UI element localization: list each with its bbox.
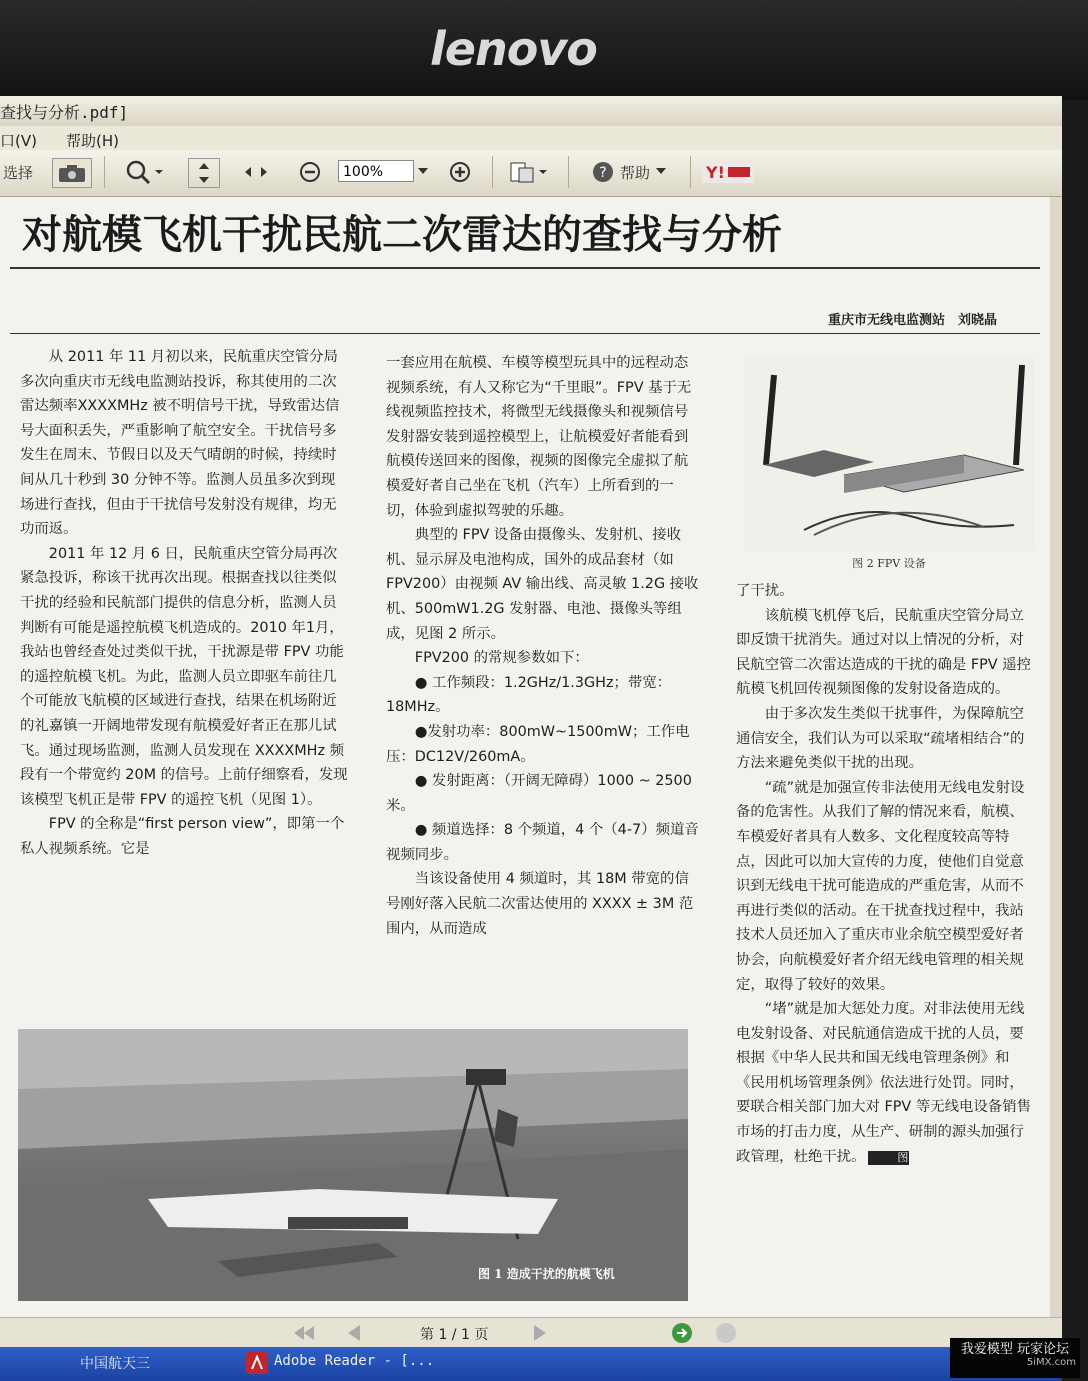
- forum-watermark: [950, 1338, 1080, 1378]
- paragraph: FPV200 的常规参数如下：: [414, 650, 589, 667]
- zoom-out-button[interactable]: [296, 158, 324, 186]
- chevron-down-icon: [656, 168, 668, 176]
- paragraph: 典型的 FPV 设备由摄像头、发射机、接收机、显示屏及电池构成，国外的成品套材（如 FPV200）由视频 AV 输出线、高灵敏 1.2G 接收机、500mW1.2G 发射器、电池、摄像头等组成，见图 2 所示。: [386, 527, 699, 642]
- adobe-reader-icon: [246, 1352, 268, 1374]
- menu-item-view[interactable]: 口(V): [0, 132, 37, 150]
- svg-text:?: ?: [599, 165, 607, 181]
- plus-circle-icon: [449, 161, 471, 183]
- zoom-level-input[interactable]: 100%: [338, 160, 414, 182]
- document-area: [0, 197, 1062, 1317]
- article-column-3: [736, 579, 1036, 1299]
- model-plane-photo: [18, 1029, 688, 1301]
- paragraph-text: “堵”就是加大惩处力度。对非法使用无线电发射设备、对民航通信造成干扰的人员，要根据《中华人民共和国无线电管理条例》和《民用机场管理条例》依法进行处罚。同时，要联合相关部门加大对 FPV 等无线电设备销售市场的打击力度，从生产、研制的源头加强行政管理，杜绝干扰。: [736, 1001, 1031, 1165]
- taskbar: [0, 1347, 1062, 1381]
- fit-width-button[interactable]: [240, 158, 272, 186]
- spec-item: ●发射功率：800mW~1500mW；工作电压：DC12V/260mA。: [386, 723, 690, 765]
- status-bar: [0, 1317, 1062, 1348]
- paragraph: [736, 997, 1036, 1169]
- menu-bar: [0, 126, 1062, 150]
- yahoo-toolbar-button[interactable]: [700, 158, 756, 186]
- toolbar: [0, 150, 1062, 197]
- article-byline: 重庆市无线电监测站 刘晓晶: [828, 313, 998, 328]
- paragraph: 一套应用在航模、车模等模型玩具中的远程动态视频系统，有人又称它为“千里眼”。FPV 基于无线视频监控技术，将微型无线摄像头和视频信号发射器安装到遥控模型上，让航模爱好者能看到航模传送回来的图像，视频的图像完全虚拟了航模爱好者自己坐在飞机（汽车）上所看到的一切，体验到虚拟驾驶的乐趣。: [386, 355, 692, 519]
- fpv-device-photo: [744, 355, 1034, 551]
- taskbar-item-adobe-reader[interactable]: Adobe Reader - [...: [274, 1353, 435, 1369]
- yahoo-logo-icon: [702, 161, 754, 183]
- figure-1-caption: 图 1 造成干扰的航模飞机: [478, 1267, 615, 1281]
- go-forward-icon[interactable]: [670, 1321, 694, 1345]
- select-tool-label: 选择: [2, 163, 33, 182]
- figure-2: [744, 355, 1034, 575]
- page-indicator[interactable]: 第 1 / 1 页: [420, 1327, 489, 1343]
- fit-page-icon: [196, 162, 212, 184]
- page-layout-icon: [509, 160, 549, 184]
- toolbar-separator: [492, 156, 493, 188]
- zoom-in-button[interactable]: [446, 158, 474, 186]
- page-layout-button[interactable]: [506, 158, 552, 186]
- spec-item: ● 工作频段：1.2GHz/1.3GHz；带宽：18MHz。: [386, 674, 672, 716]
- help-icon: [592, 161, 614, 183]
- spec-item: ● 频道选择：8 个频道，4 个（4-7）频道音视频同步。: [386, 822, 699, 863]
- monitor-bezel: [0, 0, 1088, 100]
- minus-circle-icon: [299, 161, 321, 183]
- fit-page-button[interactable]: [188, 158, 220, 188]
- help-label: 帮助: [619, 163, 650, 182]
- article-title: 对航模飞机干扰民航二次雷达的查找与分析: [22, 212, 782, 258]
- menu-item-help[interactable]: 帮助(H): [66, 132, 119, 150]
- paragraph: “疏”就是加强宣传非法使用无线电发射设备的危害性。从我们了解的情况来看，航模、车模爱好者具有人数多、文化程度较高等特点，因此可以加大宣传的力度，使他们自觉意识到无线电干扰可能造成的严重危害，从而不再进行类似的活动。在干扰查找过程中，我站技术人员还加入了重庆市业余航空模型爱好者协会，向航模爱好者介绍无线电管理的相关规定，取得了较好的效果。: [736, 779, 1025, 993]
- help-menu-button[interactable]: [582, 158, 678, 186]
- article-column-2: [386, 351, 700, 1031]
- window-titlebar: [0, 96, 1062, 127]
- paragraph: 了干扰。: [736, 583, 794, 599]
- go-back-icon[interactable]: [714, 1321, 738, 1345]
- figure-2-caption: 图 2 FPV 设备: [852, 557, 926, 570]
- zoom-in-tool-button[interactable]: [118, 158, 170, 186]
- end-mark: 图: [868, 1151, 910, 1165]
- camera-icon: [57, 163, 87, 183]
- byline-rule: [10, 333, 1040, 334]
- previous-page-icon[interactable]: [340, 1323, 380, 1343]
- next-page-icon[interactable]: [530, 1323, 554, 1343]
- first-page-icon[interactable]: [290, 1323, 330, 1343]
- magnifier-icon: [124, 160, 164, 184]
- paragraph: FPV 的全称是“first person view”，即第一个私人视频系统。它是: [20, 816, 345, 857]
- paragraph: 当该设备使用 4 频道时，其 18M 带宽的信号刚好落入民航二次雷达使用的 XXXX ± 3M 范围内，从而造成: [386, 871, 694, 937]
- monitor-brand-logo: lenovo: [430, 22, 597, 76]
- article-column-1: [20, 345, 348, 1035]
- snapshot-tool-button[interactable]: [52, 158, 92, 188]
- figure-1: [18, 1029, 688, 1301]
- toolbar-separator: [568, 156, 569, 188]
- toolbar-separator: [690, 156, 691, 188]
- fit-width-icon: [244, 164, 268, 180]
- svg-text:Y!: Y!: [706, 163, 725, 182]
- toolbar-separator: [104, 156, 105, 188]
- pdf-page: [0, 197, 1050, 1317]
- zoom-dropdown-button[interactable]: [416, 158, 430, 186]
- watermark-line-2: 5iMX.com: [1026, 1357, 1076, 1368]
- taskbar-item-1[interactable]: 中国航天三: [80, 1356, 150, 1372]
- title-rule: [10, 267, 1040, 269]
- paragraph: 该航模飞机停飞后，民航重庆空管分局立即反馈干扰消失。通过对以上情况的分析，对民航空管二次雷达造成的干扰的确是 FPV 遥控航模飞机回传视频图像的发射设备造成的。: [736, 607, 1031, 698]
- screen: [0, 96, 1062, 1381]
- select-tool-button[interactable]: [0, 158, 36, 186]
- paragraph: 由于多次发生类似干扰事件，为保障航空通信安全，我们认为可以采取“疏堵相结合”的方法来避免类似干扰的出现。: [736, 705, 1025, 772]
- paragraph: 2011 年 12 月 6 日，民航重庆空管分局再次紧急投诉，称该干扰再次出现。根据查找以往类似干扰的经验和民航部门提供的信息分析，监测人员判断有可能是遥控航模飞机造成的。2010 年1月，我站也曾经查处过类似干扰，干扰源是带 FPV 功能的遥控航模飞机。为此，监测人员立即驱车前往几个可能放飞航模的区域进行查找，结果在机场附近的礼嘉镇一开阔地带发现有航模爱好者正在那儿试飞。通过现场监测，监测人员发现在 XXXXMHz 频段有一个带宽约 20M 的信号。上前仔细察看，发现该模型飞机正是带 FPV 的遥控飞机（见图 1）。: [20, 545, 348, 808]
- spec-item: ● 发射距离：（开阔无障碍）1000 ~ 2500 米。: [386, 773, 692, 814]
- chevron-down-icon: [418, 168, 428, 176]
- window-title: 查找与分析.pdf]: [0, 103, 129, 122]
- vertical-scrollbar[interactable]: [1050, 197, 1062, 1317]
- watermark-line-1: 我爱模型 玩家论坛: [960, 1342, 1070, 1357]
- paragraph: 从 2011 年 11 月初以来，民航重庆空管分局多次向重庆市无线电监测站投诉，称其使用的二次雷达频率XXXXMHz 被不明信号干扰，导致雷达信号大面积丢失，严重影响了航空安全。干扰信号多发生在周末、节假日以及天气晴朗的时候，持续时间从几十秒到 30 分钟不等。监测人员虽多次到现场进行查找，但由于干扰信号发射没有规律，均无功而返。: [20, 349, 340, 538]
